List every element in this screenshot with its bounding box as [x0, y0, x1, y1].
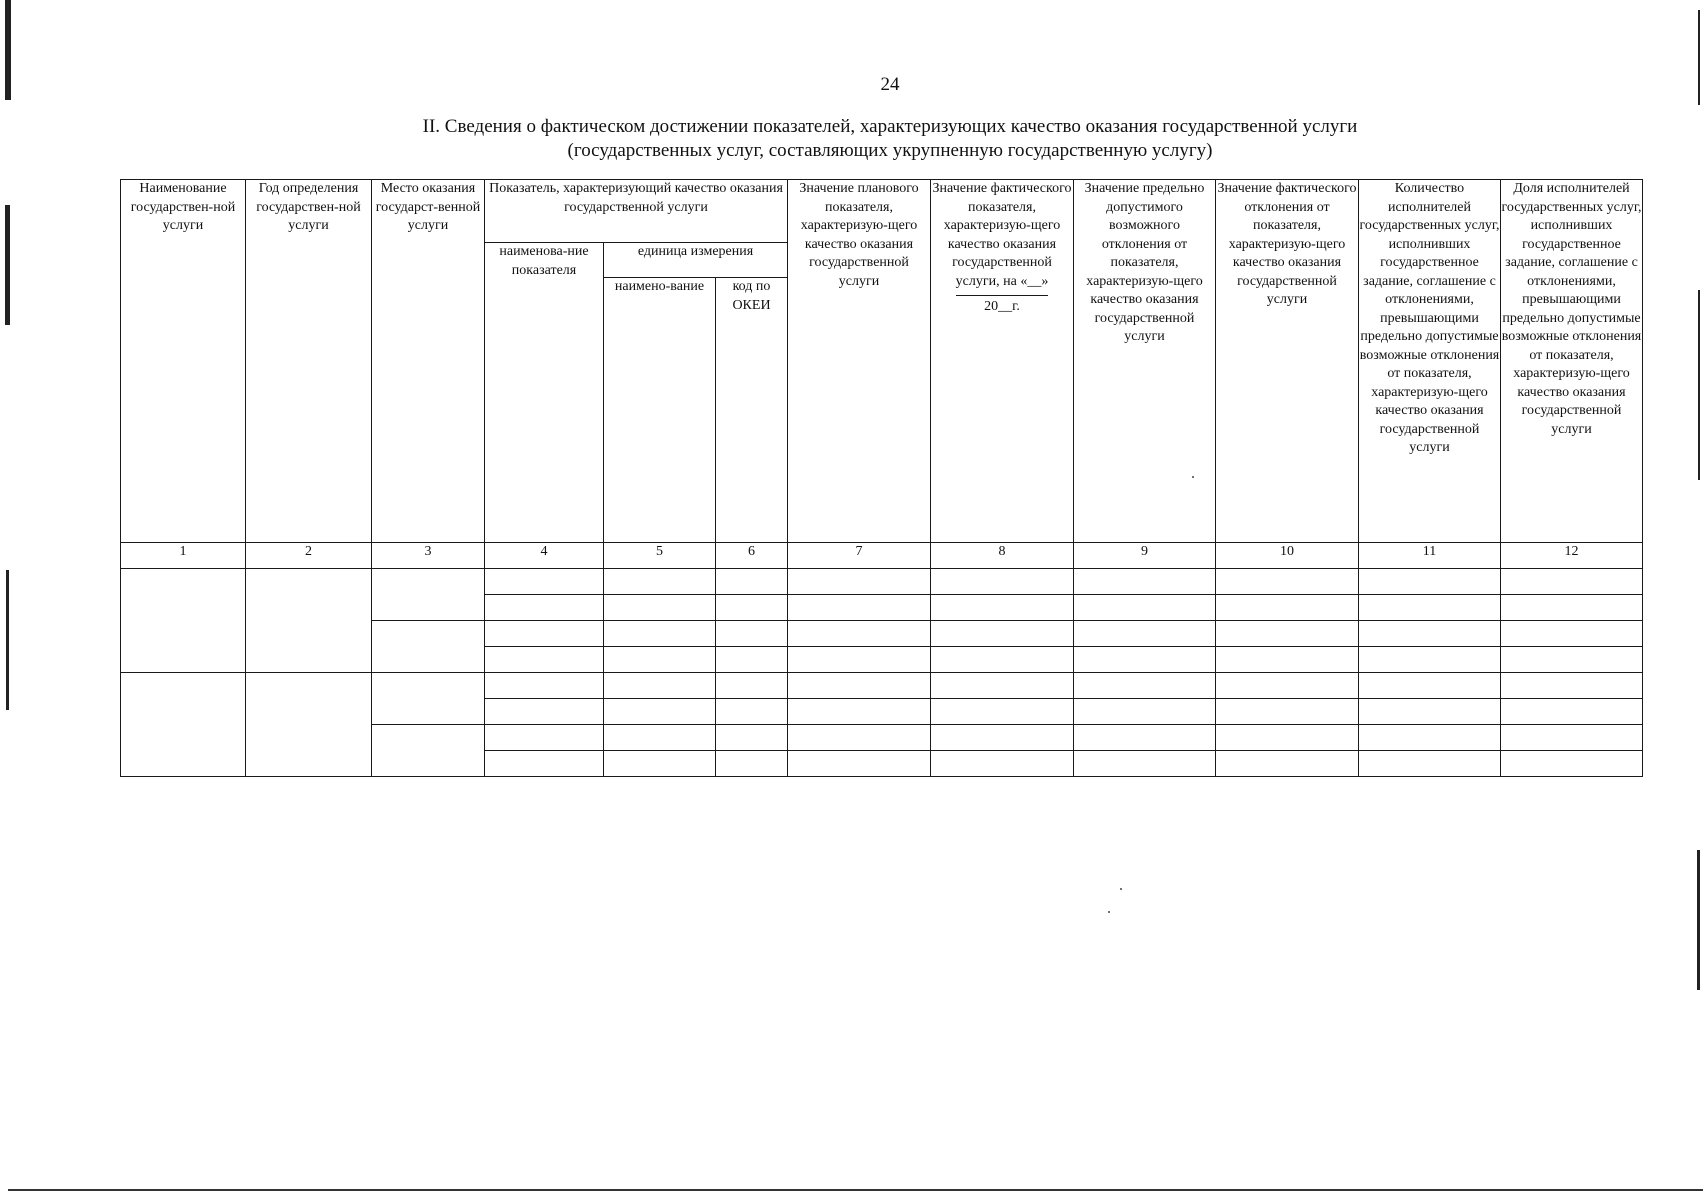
table-cell[interactable]: [485, 725, 604, 751]
table-cell[interactable]: [604, 647, 716, 673]
column-number: 11: [1359, 543, 1501, 569]
table-cell[interactable]: [931, 647, 1074, 673]
table-cell[interactable]: [931, 673, 1074, 699]
section-title: [300, 115, 1480, 163]
table-cell[interactable]: [1359, 673, 1501, 699]
table-cell[interactable]: [372, 569, 485, 621]
table-cell[interactable]: [1216, 621, 1359, 647]
table-cell[interactable]: [716, 647, 788, 673]
table-cell[interactable]: [716, 569, 788, 595]
scan-artifact-left-bottom: [6, 570, 9, 710]
table-cell[interactable]: [1216, 595, 1359, 621]
table-cell[interactable]: [931, 725, 1074, 751]
table-cell[interactable]: [246, 673, 372, 777]
table-cell[interactable]: [485, 647, 604, 673]
column-number: 9: [1074, 543, 1216, 569]
table-cell[interactable]: [1501, 595, 1643, 621]
table-cell[interactable]: [716, 751, 788, 777]
table-cell[interactable]: [1074, 569, 1216, 595]
table-cell[interactable]: [485, 699, 604, 725]
table-cell[interactable]: [1074, 699, 1216, 725]
table-cell[interactable]: [1359, 595, 1501, 621]
table-cell[interactable]: [1501, 647, 1643, 673]
table-cell[interactable]: [604, 569, 716, 595]
scan-artifact-right-middle: [1698, 290, 1700, 480]
table-cell[interactable]: [716, 673, 788, 699]
header-executor-share: Доля исполнителей государственных услуг, исполнивших государственное задание, соглашение с отклонениями, превышающими предельно допустимые возможные отклонения от показателя, характеризую-щего качество оказания государственной услуги: [1501, 180, 1643, 543]
table-cell[interactable]: [1501, 621, 1643, 647]
table-cell[interactable]: [1216, 725, 1359, 751]
table-cell[interactable]: [1501, 751, 1643, 777]
table-cell[interactable]: [788, 621, 931, 647]
header-service-year: Год определения государствен-ной услуги: [246, 180, 372, 543]
column-number: 10: [1216, 543, 1359, 569]
table-cell[interactable]: [246, 569, 372, 673]
table-cell[interactable]: [1359, 725, 1501, 751]
table-cell[interactable]: [604, 699, 716, 725]
table-cell[interactable]: [1216, 699, 1359, 725]
table-cell[interactable]: [788, 725, 931, 751]
page-number: 24: [880, 74, 900, 95]
scan-artifact-right-lower: [1697, 850, 1700, 990]
table-cell[interactable]: [372, 725, 485, 777]
header-planned-value: Значение планового показателя, характеризую-щего качество оказания государственной услуги: [788, 180, 931, 543]
table-row: [121, 569, 1643, 595]
scan-artifact-dot: [1108, 911, 1110, 913]
header-executor-count: Количество исполнителей государственных услуг, исполнивших государственное задание, соглашение с отклонениями, превышающими предельно допустимые возможные отклонения от показателя, характеризую-щего качество оказания государственной услуги: [1359, 180, 1501, 543]
table-cell[interactable]: [788, 751, 931, 777]
table-cell[interactable]: [485, 621, 604, 647]
section-title-line-1: II. Сведения о фактическом достижении показателей, характеризующих качество оказания государственной услуги: [422, 116, 1358, 137]
header-unit-name: наимено-вание: [604, 278, 716, 543]
table-cell[interactable]: [485, 569, 604, 595]
header-actual-value-date: 20__г.: [956, 295, 1048, 317]
table-row: [121, 673, 1643, 699]
header-actual-value: [931, 180, 1074, 543]
table-cell[interactable]: [1074, 621, 1216, 647]
column-number: 1: [121, 543, 246, 569]
table-cell[interactable]: [604, 751, 716, 777]
table-cell[interactable]: [121, 673, 246, 777]
table-cell[interactable]: [1359, 621, 1501, 647]
table-cell[interactable]: [1501, 725, 1643, 751]
table-cell[interactable]: [788, 647, 931, 673]
indicators-table: [120, 179, 1643, 777]
table-cell[interactable]: [1216, 647, 1359, 673]
header-unit-group: единица измерения: [604, 243, 788, 278]
table-cell[interactable]: [1359, 751, 1501, 777]
table-cell[interactable]: [604, 725, 716, 751]
table-cell[interactable]: [931, 751, 1074, 777]
table-cell[interactable]: [1359, 569, 1501, 595]
table-cell[interactable]: [931, 595, 1074, 621]
table-cell[interactable]: [788, 569, 931, 595]
table-cell[interactable]: [1074, 647, 1216, 673]
table-cell[interactable]: [1074, 673, 1216, 699]
table-cell[interactable]: [485, 673, 604, 699]
table-cell[interactable]: [1359, 699, 1501, 725]
table-cell[interactable]: [788, 699, 931, 725]
header-allowed-deviation: Значение предельно допустимого возможного отклонения от показателя, характеризую-щего качество оказания государственной услуги: [1074, 180, 1216, 543]
header-actual-deviation: Значение фактического отклонения от показателя, характеризую-щего качество оказания государственной услуги: [1216, 180, 1359, 543]
table-cell[interactable]: [1074, 595, 1216, 621]
column-number: 6: [716, 543, 788, 569]
table-cell[interactable]: [1501, 569, 1643, 595]
header-row-1: [121, 180, 1643, 243]
table-cell[interactable]: [1216, 673, 1359, 699]
table-cell[interactable]: [604, 673, 716, 699]
scan-artifact-left-middle: [5, 205, 10, 325]
header-okei-code: код по ОКЕИ: [716, 278, 788, 543]
table-cell[interactable]: [1501, 673, 1643, 699]
table-cell[interactable]: [788, 673, 931, 699]
table-cell[interactable]: [931, 699, 1074, 725]
column-number: 2: [246, 543, 372, 569]
table-cell[interactable]: [121, 569, 246, 673]
table-cell[interactable]: [716, 621, 788, 647]
table-cell[interactable]: [788, 595, 931, 621]
table-cell[interactable]: [1216, 569, 1359, 595]
scan-artifact-dot: [1120, 888, 1122, 890]
table-cell[interactable]: [604, 595, 716, 621]
header-service-place: Место оказания государст-венной услуги: [372, 180, 485, 543]
column-number-row: [121, 543, 1643, 569]
table-cell[interactable]: [716, 699, 788, 725]
table-cell[interactable]: [485, 595, 604, 621]
column-number: 5: [604, 543, 716, 569]
table-cell[interactable]: [931, 621, 1074, 647]
scan-artifact-bottom-edge: [8, 1189, 1703, 1191]
column-number: 7: [788, 543, 931, 569]
table-cell[interactable]: [485, 751, 604, 777]
section-title-line-2: (государственных услуг, составляющих укрупненную государственную услугу): [567, 140, 1213, 161]
header-service-name: Наименование государствен-ной услуги: [121, 180, 246, 543]
header-indicator-group: Показатель, характеризующий качество оказания государственной услуги: [485, 180, 788, 243]
table-cell[interactable]: [372, 673, 485, 725]
column-number: 4: [485, 543, 604, 569]
table-cell[interactable]: [1074, 751, 1216, 777]
column-number: 8: [931, 543, 1074, 569]
table-cell[interactable]: [604, 621, 716, 647]
table-cell[interactable]: [1074, 725, 1216, 751]
header-actual-value-text: Значение фактического показателя, характеризую-щего качество оказания государственной услуги, на «__»: [932, 181, 1072, 289]
table-cell[interactable]: [716, 595, 788, 621]
header-indicator-name: наименова-ние показателя: [485, 243, 604, 543]
table-cell[interactable]: [931, 569, 1074, 595]
column-number: 12: [1501, 543, 1643, 569]
column-number: 3: [372, 543, 485, 569]
table-cell[interactable]: [1501, 699, 1643, 725]
table-cell[interactable]: [1359, 647, 1501, 673]
table-cell[interactable]: [716, 725, 788, 751]
table-cell[interactable]: [1216, 751, 1359, 777]
table-cell[interactable]: [372, 621, 485, 673]
